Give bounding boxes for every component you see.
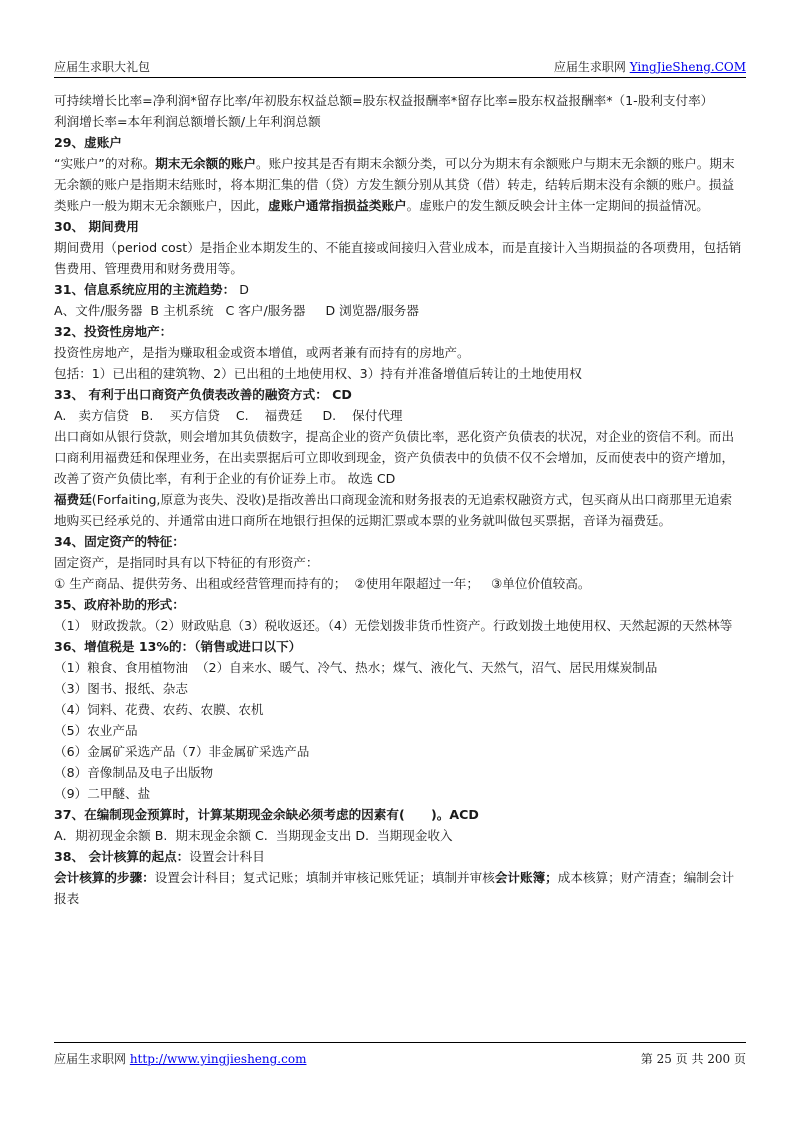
q34-text1: 固定资产，是指同时具有以下特征的有形资产： bbox=[54, 555, 319, 570]
q32-text1: 投资性房地产，是指为赚取租金或资本增值，或两者兼有而持有的房地产。 bbox=[54, 345, 470, 360]
header-site bbox=[554, 58, 746, 75]
page-content bbox=[54, 90, 744, 909]
q37-options: A．期初现金余额 B. 期末现金余额 C. 当期现金支出 D. 当期现金收入 bbox=[54, 828, 453, 843]
q31-answer: D bbox=[235, 282, 249, 297]
q31-options: A、文件/服务器 B 主机系统 C 客户/服务器 D 浏览器/服务器 bbox=[54, 303, 419, 318]
page-number: 第 25 页 共 200 页 bbox=[640, 1052, 746, 1066]
q31-title: 31、信息系统应用的主流趋势： bbox=[54, 282, 236, 297]
q36-item: （3）图书、报纸、杂志 bbox=[54, 681, 188, 696]
footer-site-label: 应届生求职网 bbox=[54, 1052, 130, 1066]
page-header bbox=[54, 58, 746, 76]
q32-text2: 包括：1）已出租的建筑物、2）已出租的土地使用权、3）持有并准备增值后转让的土地使用权 bbox=[54, 366, 582, 381]
q36-item: （1）粮食、食用植物油 （2）自来水、暖气、冷气、热水；煤气、液化气、天然气，沼气、居民用煤炭制品 bbox=[54, 660, 658, 675]
footer-rule bbox=[54, 1042, 746, 1043]
q30-title: 30、 期间费用 bbox=[54, 219, 139, 234]
q30-body: 期间费用（period cost）是指企业本期发生的、不能直接或间接归入营业成本，而是直接计入当期损益的各项费用，包括销售费用、管理费用和财务费用等。 bbox=[54, 240, 742, 276]
q38-steps: 会计核算的步骤：设置会计科目；复式记账；填制并审核记账凭证；填制并审核会计账簿；成本核算；财产清查；编制会计报表 bbox=[54, 870, 735, 906]
q36-title: 36、增值税是 13%的：（销售或进口以下） bbox=[54, 639, 302, 654]
q37-title: 37、在编制现金预算时，计算某期现金余缺必须考虑的因素有( )。ACD bbox=[54, 807, 479, 822]
header-site-label: 应届生求职网 bbox=[553, 60, 630, 74]
formula-profit-growth: 利润增长率=本年利润总额增长额/上年利润总额 bbox=[54, 114, 321, 129]
q33-explanation: 出口商如从银行贷款，则会增加其负债数字，提高企业的资产负债比率，恶化资产负债表的状况，对企业的资信不利。而出口商利用福费廷和保理业务，在出卖票据后可立即收到现金，资产负债表中的负债不仅不会增加，反而使表中的资产增加，改善了资产负债比率，有利于企业的有价证券上市。 故选 CD bbox=[54, 429, 735, 486]
q34-title: 34、固定资产的特征： bbox=[54, 534, 185, 549]
q38-title: 38、 会计核算的起点： bbox=[54, 849, 190, 864]
header-site-link[interactable]: YingJieSheng.COM bbox=[629, 60, 746, 74]
footer-site bbox=[54, 1050, 306, 1067]
q29-title: 29、虚账户 bbox=[54, 135, 122, 150]
q33-options: A. 卖方信贷 B. 买方信贷 C. 福费廷 D. 保付代理 bbox=[54, 408, 403, 423]
q32-title: 32、投资性房地产： bbox=[54, 324, 173, 339]
q34-text2: ① 生产商品、提供劳务、出租或经营管理而持有的； ②使用年限超过一年； ③单位价值较高。 bbox=[54, 576, 591, 591]
footer-site-link[interactable]: http://www.yingjiesheng.com bbox=[129, 1052, 307, 1066]
formula-sustainable-growth: 可持续增长比率=净利润*留存比率/年初股东权益总额=股东权益报酬率*留存比率=股东权益报酬率*（1-股利支付率） bbox=[54, 93, 714, 108]
page-footer bbox=[54, 1050, 746, 1068]
q38-answer: 设置会计科目 bbox=[189, 849, 265, 864]
q36-item: （8）音像制品及电子出版物 bbox=[54, 765, 214, 780]
q33-title: 33、 有利于出口商资产负债表改善的融资方式： CD bbox=[54, 387, 352, 402]
q35-title: 35、政府补助的形式： bbox=[54, 597, 185, 612]
q36-item: （5）农业产品 bbox=[54, 723, 138, 738]
q31-line bbox=[54, 279, 744, 300]
q29-body: “实账户”的对称。期末无余额的账户。账户按其是否有期末余额分类，可以分为期末有余额账户与期末无余额的账户。期末无余额的账户是指期末结账时，将本期汇集的借（贷）方发生额分别从其贷（借）转走，结转后期末没有余额的账户。损益类账户一般为期末无余额账户，因此，虚账户通常指损益类账户。虚账户的发生额反映会计主体一定期间的损益情况。 bbox=[54, 156, 735, 213]
q36-item: （9）二甲醚、盐 bbox=[54, 786, 151, 801]
q33-forfaiting: 福费廷(Forfaiting,原意为丧失、没收)是指改善出口商现金流和财务报表的无追索权融资方式，包买商从出口商那里无追索地购买已经承兑的、并通常由进口商所在地银行担保的远期汇票或本票的业务就叫做包买票据，音译为福费廷。 bbox=[54, 492, 733, 528]
q35-text: （1） 财政拨款。（2）财政贴息（3）税收返还。（4）无偿划拨非货币性资产。行政划拨土地使用权、天然起源的天然林等 bbox=[54, 618, 733, 633]
q36-item: （6）金属矿采选产品（7）非金属矿采选产品 bbox=[54, 744, 310, 759]
q38-line bbox=[54, 846, 744, 867]
q36-item: （4）饲料、花费、农药、农膜、农机 bbox=[54, 702, 264, 717]
header-title: 应届生求职大礼包 bbox=[54, 60, 151, 74]
header-rule bbox=[54, 77, 746, 78]
